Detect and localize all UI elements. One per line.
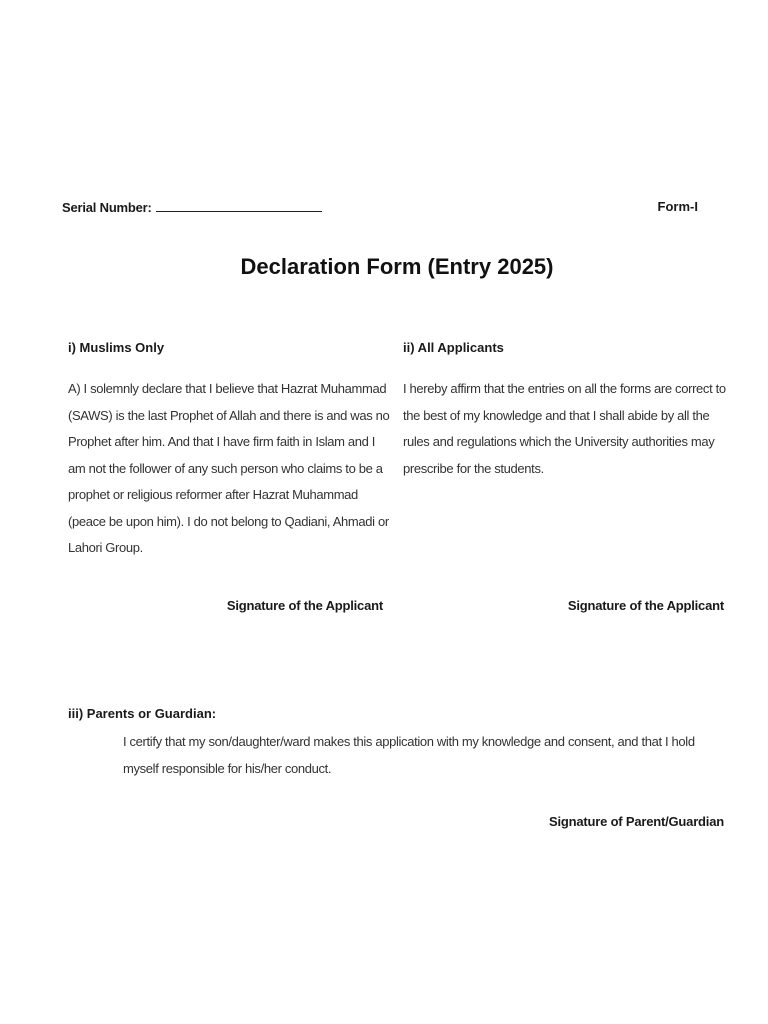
serial-number-blank: [156, 199, 322, 212]
guardian-signature-label: Signature of Parent/Guardian: [549, 814, 724, 829]
all-applicants-text: I hereby affirm that the entries on all the forms are correct to the best of my knowledge and that I shall abide by all the rules and regulations which the University authorities may prescribe for the students.: [403, 381, 726, 476]
all-applicants-signature-label: Signature of the Applicant: [567, 598, 724, 613]
serial-number: [62, 199, 322, 215]
all-applicants-heading: ii) All Applicants: [403, 340, 504, 355]
form-header: [62, 199, 702, 219]
guardian-certification-text: I certify that my son/daughter/ward makes this application with my knowledge and consent, and that I hold myself responsible for his/her conduct.: [123, 734, 695, 776]
guardian-section: [68, 706, 728, 782]
form-id: Form-I: [657, 199, 698, 214]
muslims-signature-label: Signature of the Applicant: [226, 598, 383, 613]
muslims-section: [68, 340, 394, 562]
muslims-heading: i) Muslims Only: [68, 340, 165, 355]
all-applicants-section: [403, 340, 729, 482]
muslims-declaration-text: A) I solemnly declare that I believe that Hazrat Muhammad (SAWS) is the last Prophet of Allah and there is and was no Prophet after him. And that I have firm faith in Islam and I am not the follower of any such person who claims to be a prophet or religious reformer after Hazrat Muhammad (peace be upon him). I do not belong to Qadiani, Ahmadi or Lahori Group.: [68, 381, 390, 555]
serial-number-label: Serial Number:: [62, 200, 152, 215]
page-title: Declaration Form (Entry 2025): [240, 254, 554, 279]
guardian-heading: iii) Parents or Guardian:: [68, 706, 217, 721]
